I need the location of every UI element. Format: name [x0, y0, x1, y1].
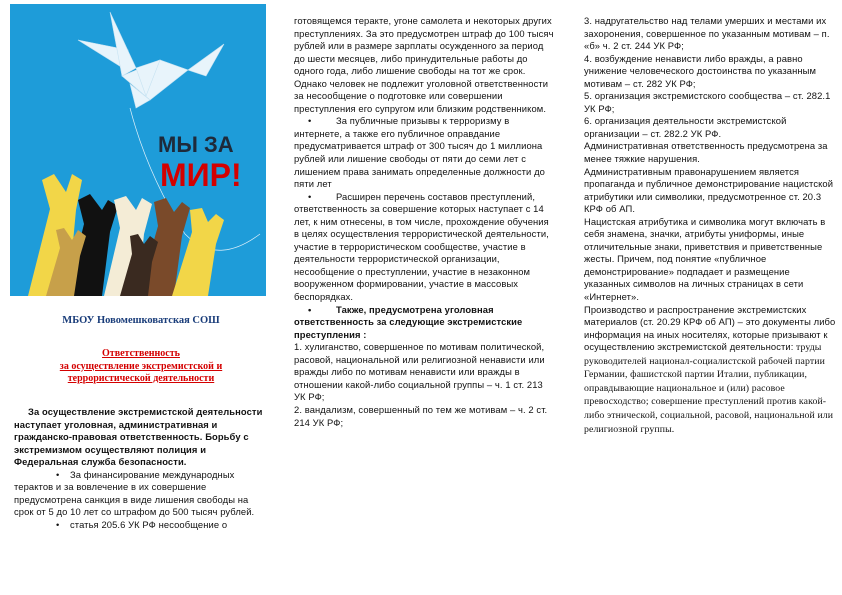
title-line-3: террористической деятельности — [67, 373, 215, 384]
title-line-1: Ответственность — [102, 348, 180, 359]
bullet-public-calls — [294, 115, 556, 190]
bullet-criminal-liability — [294, 304, 556, 342]
poster-image — [10, 4, 266, 296]
bullet-public-calls-text: За публичные призывы к терроризму в интернете, а также его публичное оправдание предусматривается штраф от 300 тысяч до 1 миллиона рублей или лишение свободы от пяти до семи лет с лишением права занимать определенные должности до пяти лет — [294, 115, 545, 190]
column-3-text — [584, 15, 836, 436]
svg-text:МЫ ЗА: МЫ ЗА — [158, 132, 234, 157]
peace-poster-illustration — [10, 4, 266, 296]
continuation-paragraph: готовящемся теракте, угоне самолета и некоторых других преступлениях. За это предусмотрен штраф до 100 тысяч рублей или в размере зарплаты осужденного за период до шести месяцев, либо принудительные работы до одного года, либо лишение свободы на тот же срок. Однако человек не подлежит уголовной ответственности за несообщение о подготовке или совершении преступления его супругом или близким родственником. — [294, 15, 554, 114]
bullet-205-6 — [14, 519, 270, 532]
list-item-2: 2. вандализм, совершенный по тем же мотивам – ч. 2 ст. 214 УК РФ; — [294, 403, 548, 428]
column-2-text — [294, 15, 556, 429]
bullet-criminal-liability-text: Также, предусмотрена уголовная ответственность за следующие экстремистские преступления : — [294, 303, 523, 340]
bullet-financing — [14, 469, 270, 519]
document-title — [0, 348, 282, 386]
svg-text:МИР!: МИР! — [160, 157, 242, 193]
column-1-text — [14, 406, 270, 531]
admin-liability-paragraph: Административная ответственность предусмотрена за менее тяжкие нарушения. — [584, 140, 828, 165]
materials-paragraph-lead: Производство и распространение экстремистских материалов (ст. 20.29 КРФ об АП) – это документы либо информация на иных носителях, которые призывают к осуществлению экстремистской деятельности: — [584, 303, 836, 353]
bullet-age-14 — [294, 191, 556, 304]
list-item-4: 4. возбуждение ненависти либо вражды, а равно унижение человеческого достоинства по указанным мотивам – ст. 282 УК РФ; — [584, 52, 817, 89]
nazi-symbols-paragraph: Административным правонарушением является пропаганда и публичное демонстрирование нацистской атрибутики или символики, предусмотренное ст. 20.3 КРФ об АП. — [584, 165, 834, 215]
title-line-2: за осуществление экстремистской и — [59, 360, 223, 372]
materials-paragraph-rest: труды руководителей национал-социалистской рабочей партии Германии, фашистской партии Италии, публикации, оправдывающие национальное и (или) расовое превосходство; совершение преступлений против какой-либо этнической, социальной, расовой, национальной или религиозной группы. — [584, 342, 834, 435]
bullet-financing-text: За финансирование международных терактов и за вовлечение в их совершение предусмотрена санкция в виде лишения свободы на срок от 5 до 10 лет со штрафом до 500 тысяч рублей. — [14, 468, 255, 518]
attributes-paragraph: Нацистская атрибутика и символика могут включать в себя знамена, значки, атрибуты униформы, иные отличительные знаки, приветствия и приветственные жесты. Причем, под понятие «публичное демонстрирование» подпадает и размещение указанных символов на личных страницах в сети «Интернет». — [584, 215, 826, 303]
list-item-5: 5. организация экстремистского сообщества – ст. 282.1 УК РФ; — [584, 90, 831, 114]
materials-paragraph — [584, 304, 836, 436]
list-item-3: 3. надругательство над телами умерших и местами их захоронения, совершенное по указанным мотивам – п. «б» ч. 2 ст. 244 УК РФ; — [584, 15, 830, 52]
school-name: МБОУ Новомешковатская СОШ — [62, 315, 220, 326]
list-item-1: 1. хулиганство, совершенное по мотивам политической, расовой, национальной или религиозной ненависти или вражды либо по мотивам ненависти или вражды в отношении какой-либо социальной группы – ч. 1 ст. 213 УК РФ; — [294, 341, 545, 403]
intro-paragraph: За осуществление экстремистской деятельности наступает уголовная, административная и гражданско-правовая ответственность. Борьбу с экстремизмом осуществляют полиция и Федеральная служба безопасности. — [14, 406, 263, 468]
bullet-205-6-text: статья 205.6 УК РФ несообщение о — [70, 518, 228, 530]
list-item-6: 6. организация деятельности экстремистской организации – ст. 282.2 УК РФ. — [584, 115, 787, 139]
bullet-age-14-text: Расширен перечень составов преступлений, ответственность за совершение которых наступает с 14 лет, к ним отнесены, в том числе, прохождение обучения в целях осуществления террористической деятельности, участие в террористическом сообществе, участие в деятельности террористической организации, несообщение о преступлении, участие в незаконном вооруженном формировании, участие в массовых беспорядках. — [294, 190, 549, 303]
